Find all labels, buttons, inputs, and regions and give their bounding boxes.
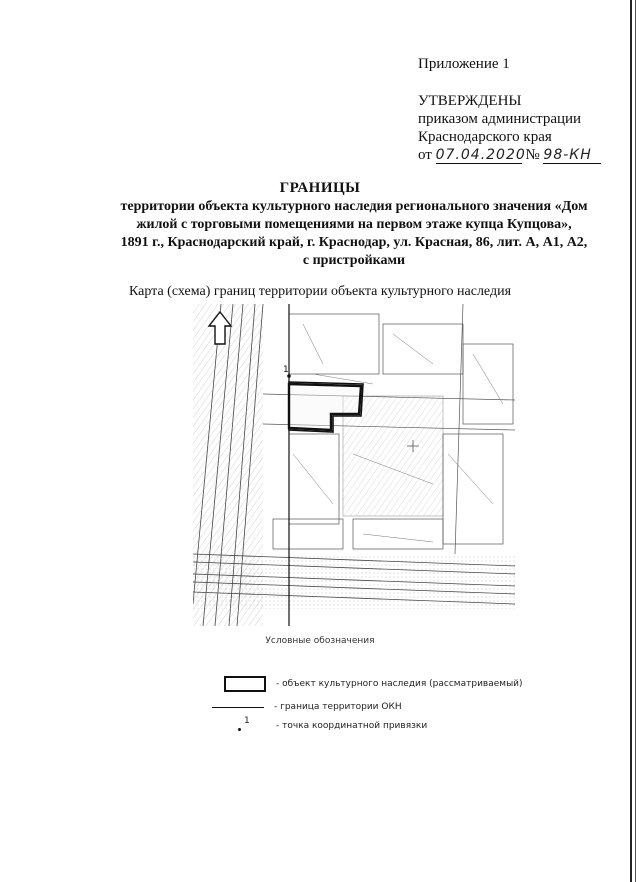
- legend-item-territory-boundary: [212, 702, 402, 712]
- subtitle-line-2: жилой с торговыми помещениями на первом этаже купца Купцова»,: [136, 217, 572, 232]
- legend-item-coordinate-point: [232, 718, 427, 734]
- order-date-line: [418, 146, 601, 164]
- subtitle-line-3: 1891 г., Краснодарский край, г. Краснодар, ул. Красная, 86, лит. А, А1, А2,: [120, 235, 588, 250]
- appendix-label: Приложение 1: [418, 56, 510, 72]
- page-edge-line: [630, 0, 632, 882]
- document-subtitle: [90, 198, 618, 270]
- document-title: ГРАНИЦЫ: [279, 180, 361, 196]
- legend-title: Условные обозначения: [265, 636, 375, 646]
- legend-item-heritage-object: [224, 676, 523, 692]
- cadastral-map: [193, 304, 515, 626]
- legend-dot: [238, 728, 241, 731]
- date-prefix: от: [418, 147, 432, 163]
- subtitle-line-1: территории объекта культурного наследия регионального значения «Дом: [120, 199, 588, 214]
- number-prefix: №: [525, 147, 540, 163]
- order-number: 98-КН: [543, 147, 601, 164]
- map-caption: Карта (схема) границ территории объекта культурного наследия: [128, 284, 512, 299]
- coordinate-point-label: 1: [283, 365, 289, 375]
- legend-point-label: 1: [244, 716, 250, 726]
- legend-item-text: - граница территории ОКН: [274, 702, 402, 712]
- legend-thick-rect-icon: [224, 676, 266, 692]
- approved-label: УТВЕРЖДЕНЫ: [418, 93, 522, 109]
- order-label: приказом администрации: [418, 111, 582, 127]
- approval-block: [418, 92, 601, 164]
- page-edge-line-2: [635, 0, 636, 882]
- legend-item-text: - объект культурного наследия (рассматриваемый): [276, 679, 523, 689]
- region-label: Краснодарского края: [418, 129, 552, 145]
- order-date: 07.04.2020: [435, 147, 526, 163]
- map-texture-bottom: [193, 554, 515, 609]
- legend-line-icon: [212, 707, 264, 708]
- legend-point-icon: [232, 718, 262, 734]
- subtitle-line-4: с пристройками: [302, 253, 406, 268]
- legend-item-text: - точка координатной привязки: [276, 721, 428, 731]
